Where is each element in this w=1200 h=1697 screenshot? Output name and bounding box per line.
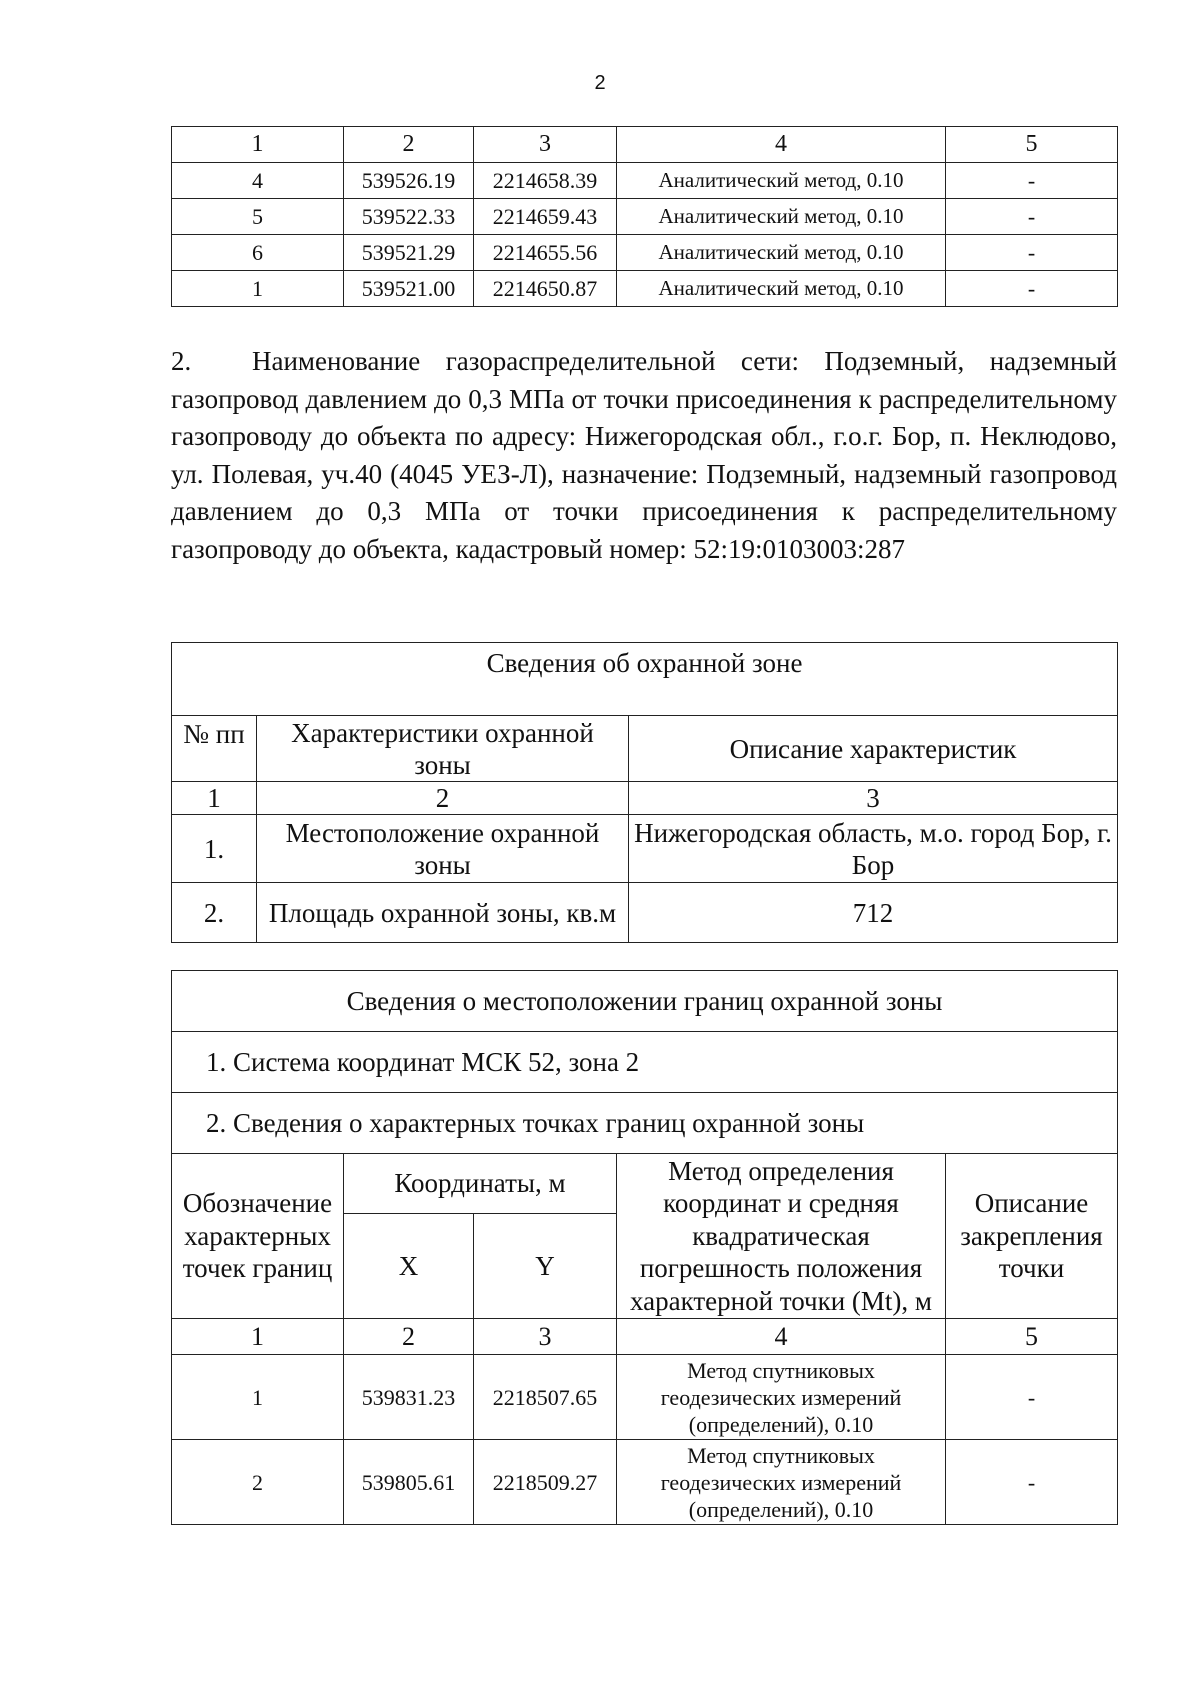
points-title-row: [172, 1093, 1118, 1154]
characteristic-cell: Местоположение охранной зоны: [257, 815, 629, 883]
column-number: 3: [629, 782, 1118, 815]
method-cell: Аналитический метод, 0.10: [617, 199, 946, 235]
table-row: [172, 163, 1118, 199]
page-number: 2: [594, 72, 606, 94]
point-number-cell: 5: [172, 199, 344, 235]
table-row: [172, 815, 1118, 883]
header-y: Y: [474, 1214, 617, 1319]
table-row: [172, 271, 1118, 307]
header-method: Метод определения координат и средняя квадратическая погрешность положения характерной точки (Mt), м: [617, 1154, 946, 1319]
fixing-cell: -: [946, 235, 1118, 271]
method-cell: Аналитический метод, 0.10: [617, 235, 946, 271]
table-row: [172, 1355, 1118, 1440]
column-numbers-row: [172, 1319, 1118, 1355]
points-title-text: 2. Сведения о характерных точках границ охранной зоны: [172, 1093, 1118, 1154]
x-coordinate-cell: 539521.00: [344, 271, 474, 307]
column-number: 1: [172, 782, 257, 815]
row-number-cell: 2.: [172, 883, 257, 943]
description-cell: Нижегородская область, м.о. город Бор, г. Бор: [629, 815, 1118, 883]
header-cell: № пп: [172, 716, 257, 782]
column-number: 2: [257, 782, 629, 815]
table-header-row: [172, 127, 1118, 163]
x-coordinate-cell: 539526.19: [344, 163, 474, 199]
table-title-row: [172, 643, 1118, 716]
x-coordinate-cell: 539805.61: [344, 1440, 474, 1525]
header-cell: 4: [617, 127, 946, 163]
table-header-row: [172, 1154, 1118, 1214]
point-number-cell: 1: [172, 1355, 344, 1440]
fixing-cell: -: [946, 1440, 1118, 1525]
x-coordinate-cell: 539831.23: [344, 1355, 474, 1440]
point-number-cell: 4: [172, 163, 344, 199]
header-designation: Обозначение характерных точек границ: [172, 1154, 344, 1319]
header-cell: 3: [474, 127, 617, 163]
table-title: Сведения о местоположении границ охранной зоны: [172, 971, 1118, 1032]
header-cell: Описание характеристик: [629, 716, 1118, 782]
coord-system-row: [172, 1032, 1118, 1093]
row-number-cell: 1.: [172, 815, 257, 883]
y-coordinate-cell: 2214658.39: [474, 163, 617, 199]
gas-network-description: [171, 343, 1117, 568]
header-cell: Характеристики охранной зоны: [257, 716, 629, 782]
header-cell: 1: [172, 127, 344, 163]
description-cell: 712: [629, 883, 1118, 943]
zone-boundaries-table: [171, 970, 1118, 1525]
column-number: 2: [344, 1319, 474, 1355]
column-number: 1: [172, 1319, 344, 1355]
protection-zone-info-table: [171, 642, 1118, 943]
section-text: Наименование газораспределительной сети: Подземный, надземный газопровод давлением до 0,3 МПа от точки присоединения к распределительному газопроводу до объекта по адресу: Нижегородская обл., г.о.г. Бор, п. Неклюдово, ул. Полевая, уч.40 (4045 УЕЗ-Л), назначение: Подземный, надземный газопровод давлением до 0,3 МПа от точки присоединения к распределительному газопроводу до объекта, кадастровый номер: 52:19:0103003:287: [171, 346, 1117, 564]
x-coordinate-cell: 539521.29: [344, 235, 474, 271]
column-number: 5: [946, 1319, 1118, 1355]
point-number-cell: 1: [172, 271, 344, 307]
header-coordinates: Координаты, м: [344, 1154, 617, 1214]
column-number: 4: [617, 1319, 946, 1355]
point-number-cell: 6: [172, 235, 344, 271]
x-coordinate-cell: 539522.33: [344, 199, 474, 235]
header-cell: 2: [344, 127, 474, 163]
coord-system-text: 1. Система координат МСК 52, зона 2: [172, 1032, 1118, 1093]
y-coordinate-cell: 2214655.56: [474, 235, 617, 271]
method-cell: Метод спутниковых геодезических измерений (определений), 0.10: [617, 1355, 946, 1440]
section-number: 2.: [171, 346, 192, 376]
table-header-row: [172, 716, 1118, 782]
y-coordinate-cell: 2218507.65: [474, 1355, 617, 1440]
table-row: [172, 235, 1118, 271]
table-title-row: [172, 971, 1118, 1032]
table-title: Сведения об охранной зоне: [172, 643, 1118, 716]
fixing-cell: -: [946, 1355, 1118, 1440]
fixing-cell: -: [946, 271, 1118, 307]
fixing-cell: -: [946, 163, 1118, 199]
method-cell: Аналитический метод, 0.10: [617, 271, 946, 307]
y-coordinate-cell: 2214659.43: [474, 199, 617, 235]
y-coordinate-cell: 2218509.27: [474, 1440, 617, 1525]
header-x: X: [344, 1214, 474, 1319]
table-row: [172, 1440, 1118, 1525]
header-cell: 5: [946, 127, 1118, 163]
column-numbers-row: [172, 782, 1118, 815]
y-coordinate-cell: 2214650.87: [474, 271, 617, 307]
table-row: [172, 883, 1118, 943]
point-number-cell: 2: [172, 1440, 344, 1525]
fixing-cell: -: [946, 199, 1118, 235]
column-number: 3: [474, 1319, 617, 1355]
characteristic-cell: Площадь охранной зоны, кв.м: [257, 883, 629, 943]
coordinates-table-continued: [171, 126, 1118, 307]
method-cell: Аналитический метод, 0.10: [617, 163, 946, 199]
method-cell: Метод спутниковых геодезических измерений (определений), 0.10: [617, 1440, 946, 1525]
header-fixing: Описание закрепления точки: [946, 1154, 1118, 1319]
table-row: [172, 199, 1118, 235]
